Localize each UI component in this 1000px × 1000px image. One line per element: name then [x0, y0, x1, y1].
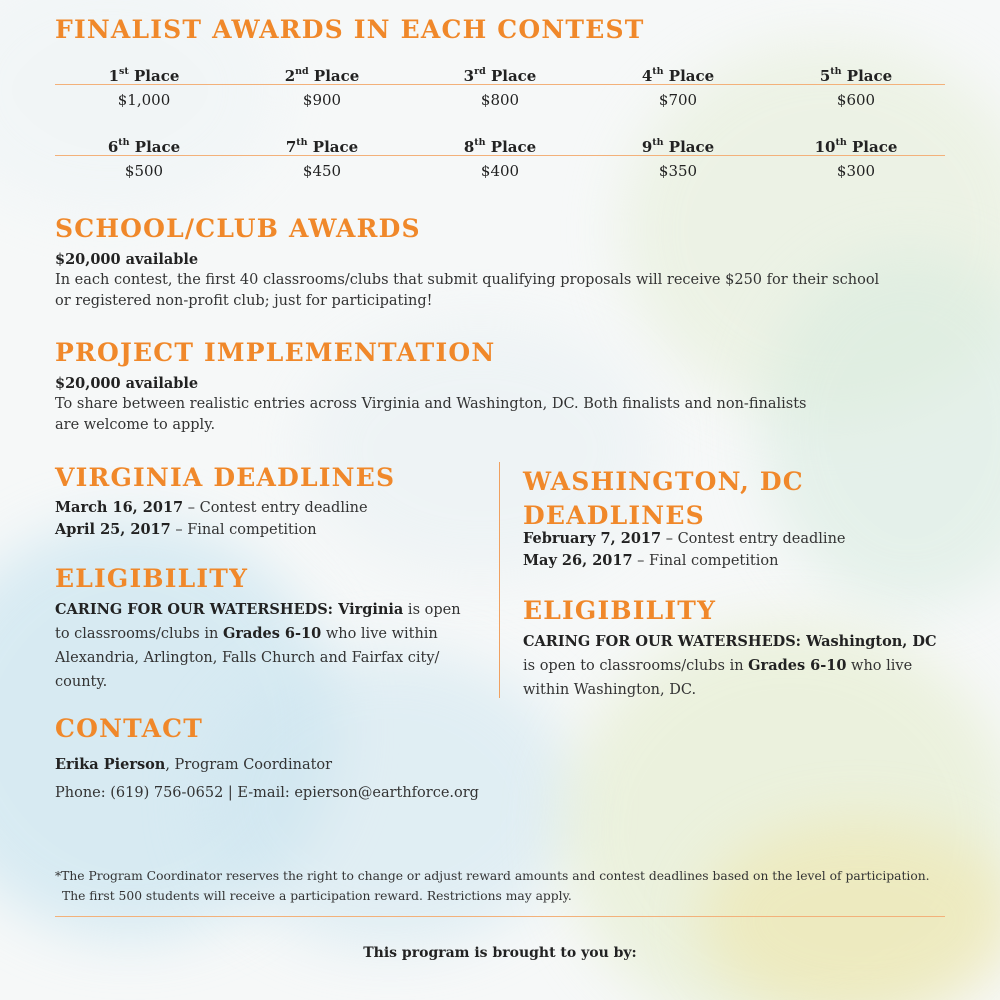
award-amount: $450: [302, 162, 342, 180]
award-amount: $400: [480, 162, 520, 180]
dc-deadlines: [523, 528, 963, 572]
dc-deadline-final: May 26, 2017 – Final competition: [523, 552, 779, 569]
school-club-awards-heading: SCHOOL/CLUB AWARDS: [55, 214, 421, 243]
award-amount: $800: [480, 91, 520, 109]
contact-section: [55, 751, 655, 807]
award-amount: $900: [302, 91, 342, 109]
awards-place-row: [55, 133, 945, 155]
award-amount: $1,000: [117, 91, 171, 109]
virginia-eligibility-text: CARING FOR OUR WATERSHEDS: Virginia is open to classrooms/clubs in Grades 6-10 who live within Alexandria, Arlington, Falls Church and Fairfax city/ county.: [55, 601, 461, 690]
virginia-deadline-entry: March 16, 2017 – Contest entry deadline: [55, 499, 368, 516]
place-label: 5th Place: [819, 66, 893, 85]
awards-amount-row: [55, 85, 945, 115]
place-label: 4th Place: [641, 66, 715, 85]
project-implementation-heading: PROJECT IMPLEMENTATION: [55, 338, 496, 367]
award-amount: $500: [124, 162, 164, 180]
dc-deadline-entry: February 7, 2017 – Contest entry deadline: [523, 530, 846, 547]
school-club-awards-section: [55, 249, 955, 312]
place-label: 10th Place: [814, 137, 898, 156]
place-label: 9th Place: [641, 137, 715, 156]
finalist-awards-table: [55, 62, 945, 186]
place-label: 2nd Place: [284, 66, 360, 85]
place-label: 1st Place: [108, 66, 180, 85]
virginia-deadlines: [55, 497, 485, 541]
contact-heading: CONTACT: [55, 714, 204, 743]
sponsors-label: This program is brought to you by:: [363, 945, 637, 961]
contact-name: Erika Pierson, Program Coordinator: [55, 756, 333, 773]
project-text-line: To share between realistic entries across Virginia and Washington, DC. Both finalists and non-finalists: [55, 396, 807, 412]
project-implementation-section: [55, 373, 955, 436]
place-label: 6th Place: [107, 137, 181, 156]
dc-eligibility-heading: ELIGIBILITY: [523, 596, 717, 625]
footnote: *The Program Coordinator reserves the right to change or adjust reward amounts and contest deadlines based on the level of participation. The first 500 students will receive a participation reward. Restrictions may apply.: [55, 869, 930, 903]
dc-deadlines-heading: WASHINGTON, DC DEADLINES: [523, 467, 804, 530]
award-amount: $700: [658, 91, 698, 109]
school-text-line: In each contest, the first 40 classrooms/clubs that submit qualifying proposals will receive $250 for their school: [55, 272, 880, 288]
award-amount: $300: [836, 162, 876, 180]
column-divider: [499, 462, 500, 698]
project-text-line: are welcome to apply.: [55, 417, 216, 433]
dc-eligibility-text: CARING FOR OUR WATERSHEDS: Washington, DC is open to classrooms/clubs in Grades 6-10 who live within Washington, DC.: [523, 633, 937, 698]
virginia-deadlines-heading: VIRGINIA DEADLINES: [55, 463, 396, 492]
virginia-eligibility-heading: ELIGIBILITY: [55, 564, 249, 593]
finalist-awards-heading: FINALIST AWARDS IN EACH CONTEST: [55, 15, 645, 44]
virginia-deadline-final: April 25, 2017 – Final competition: [55, 521, 317, 538]
contact-phone-email: Phone: (619) 756-0652 | E-mail: epierson@earthforce.org: [55, 785, 479, 801]
school-text-line: or registered non-profit club; just for participating!: [55, 293, 433, 309]
school-available: $20,000 available: [55, 251, 199, 268]
place-label: 3rd Place: [463, 66, 537, 85]
place-label: 8th Place: [463, 137, 537, 156]
awards-place-row: [55, 62, 945, 84]
awards-amount-row: [55, 156, 945, 186]
award-amount: $600: [836, 91, 876, 109]
project-available: $20,000 available: [55, 375, 199, 392]
award-amount: $350: [658, 162, 698, 180]
footer-divider: [55, 916, 945, 917]
place-label: 7th Place: [285, 137, 359, 156]
